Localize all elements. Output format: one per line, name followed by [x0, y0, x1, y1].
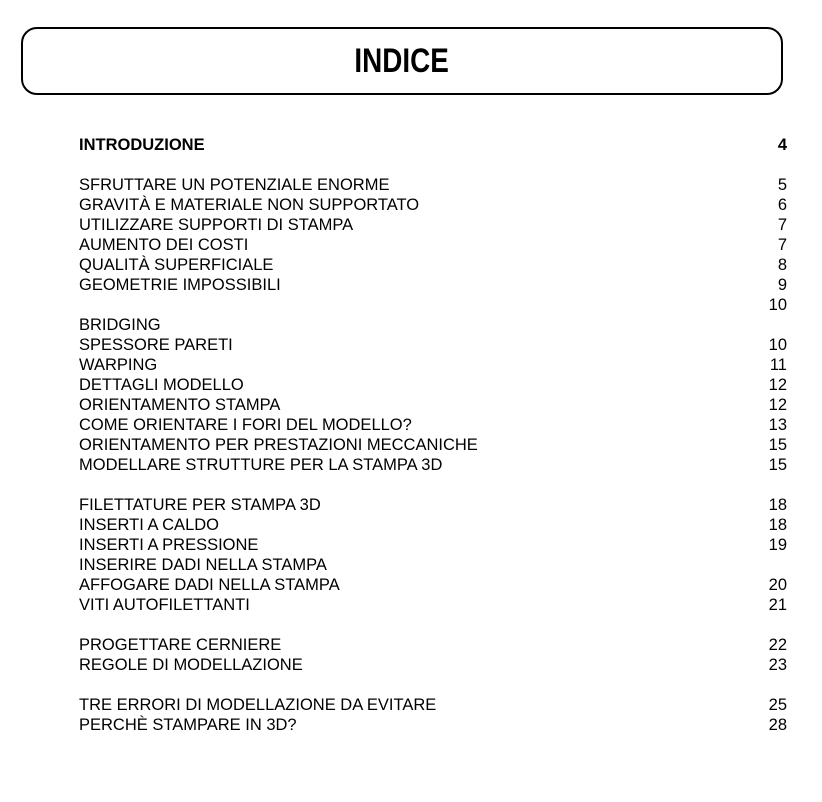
toc-entry — [79, 335, 787, 355]
toc-entry-label: ORIENTAMENTO STAMPA — [79, 396, 281, 414]
toc-spacer — [79, 675, 787, 695]
toc-entry — [79, 655, 787, 675]
toc-entry-page: 7 — [777, 236, 787, 254]
toc-entry-label: FILETTATURE PER STAMPA 3D — [79, 496, 321, 514]
toc-entry-label: PERCHÈ STAMPARE IN 3D? — [79, 716, 297, 734]
toc-entry-label: MODELLARE STRUTTURE PER LA STAMPA 3D — [79, 456, 443, 474]
toc-entry-page: 21 — [768, 596, 787, 614]
toc-entry-page: 20 — [768, 576, 787, 594]
toc-entry-page: 25 — [768, 696, 787, 714]
toc-entry — [79, 555, 787, 575]
toc-entry — [79, 595, 787, 615]
toc-entry — [79, 175, 787, 195]
toc-entry-label: BRIDGING — [79, 316, 161, 334]
page-title: INDICE — [354, 41, 450, 80]
toc-entry — [79, 715, 787, 735]
toc-entry-page: 15 — [768, 436, 787, 454]
toc-entry-label: AFFOGARE DADI NELLA STAMPA — [79, 576, 340, 594]
toc-entry — [79, 255, 787, 275]
toc-entry-label: UTILIZZARE SUPPORTI DI STAMPA — [79, 216, 354, 234]
toc-entry-label: INSERIRE DADI NELLA STAMPA — [79, 556, 327, 574]
toc-entry — [79, 135, 787, 155]
toc-entry — [79, 415, 787, 435]
toc-entry — [79, 235, 787, 255]
toc-entry-label: ORIENTAMENTO PER PRESTAZIONI MECCANICHE — [79, 436, 478, 454]
toc-entry-label: SFRUTTARE UN POTENZIALE ENORME — [79, 176, 390, 194]
toc-entry — [79, 275, 787, 295]
toc-entry-label: TRE ERRORI DI MODELLAZIONE DA EVITARE — [79, 696, 437, 714]
toc-entry-label: INSERTI A PRESSIONE — [79, 536, 259, 554]
toc-entry — [79, 375, 787, 395]
toc-entry-page: 19 — [768, 536, 787, 554]
toc-spacer — [79, 475, 787, 495]
toc-entry-page: 12 — [768, 396, 787, 414]
toc-entry-label: AUMENTO DEI COSTI — [79, 236, 249, 254]
toc-entry — [79, 315, 787, 335]
toc-entry-page: 5 — [777, 176, 787, 194]
toc-entry-page: 7 — [777, 216, 787, 234]
toc-entry — [79, 695, 787, 715]
toc-entry-label: SPESSORE PARETI — [79, 336, 233, 354]
toc-entry — [79, 495, 787, 515]
toc-entry — [79, 455, 787, 475]
toc-entry-page: 8 — [777, 256, 787, 274]
toc-entry-label: INSERTI A CALDO — [79, 516, 219, 534]
toc-entry-page: 18 — [768, 496, 787, 514]
toc-entry-page: 6 — [777, 196, 787, 214]
toc-entry — [79, 435, 787, 455]
table-of-contents — [79, 135, 787, 735]
toc-entry-label: QUALITÀ SUPERFICIALE — [79, 256, 274, 274]
toc-entry-page: 15 — [768, 456, 787, 474]
toc-entry-page: 23 — [768, 656, 787, 674]
toc-entry-label: DETTAGLI MODELLO — [79, 376, 244, 394]
toc-entry — [79, 215, 787, 235]
toc-entry-page: 11 — [769, 356, 787, 374]
toc-entry — [79, 635, 787, 655]
toc-entry-page: 22 — [768, 636, 787, 654]
toc-entry — [79, 535, 787, 555]
toc-entry-page: 28 — [768, 716, 787, 734]
title-box — [21, 27, 783, 95]
toc-entry — [79, 515, 787, 535]
toc-entry-page: 10 — [768, 296, 787, 314]
toc-entry-label: WARPING — [79, 356, 158, 374]
toc-entry-page: 10 — [768, 336, 787, 354]
toc-spacer — [79, 615, 787, 635]
toc-entry-label: GEOMETRIE IMPOSSIBILI — [79, 276, 281, 294]
toc-entry-label: INTRODUZIONE — [79, 136, 205, 154]
toc-spacer — [79, 155, 787, 175]
toc-entry-label: PROGETTARE CERNIERE — [79, 636, 282, 654]
toc-entry-page: 13 — [768, 416, 787, 434]
toc-entry — [79, 295, 787, 315]
toc-entry — [79, 395, 787, 415]
toc-entry-page: 9 — [777, 276, 787, 294]
toc-entry-label: COME ORIENTARE I FORI DEL MODELLO? — [79, 416, 412, 434]
toc-entry-page: 12 — [768, 376, 787, 394]
toc-entry-label: REGOLE DI MODELLAZIONE — [79, 656, 303, 674]
toc-entry-page: 4 — [777, 136, 787, 154]
toc-entry-page: 18 — [768, 516, 787, 534]
toc-entry — [79, 355, 787, 375]
toc-entry-label: VITI AUTOFILETTANTI — [79, 596, 250, 614]
toc-entry — [79, 575, 787, 595]
toc-entry — [79, 195, 787, 215]
toc-entry-label: GRAVITÀ E MATERIALE NON SUPPORTATO — [79, 196, 420, 214]
